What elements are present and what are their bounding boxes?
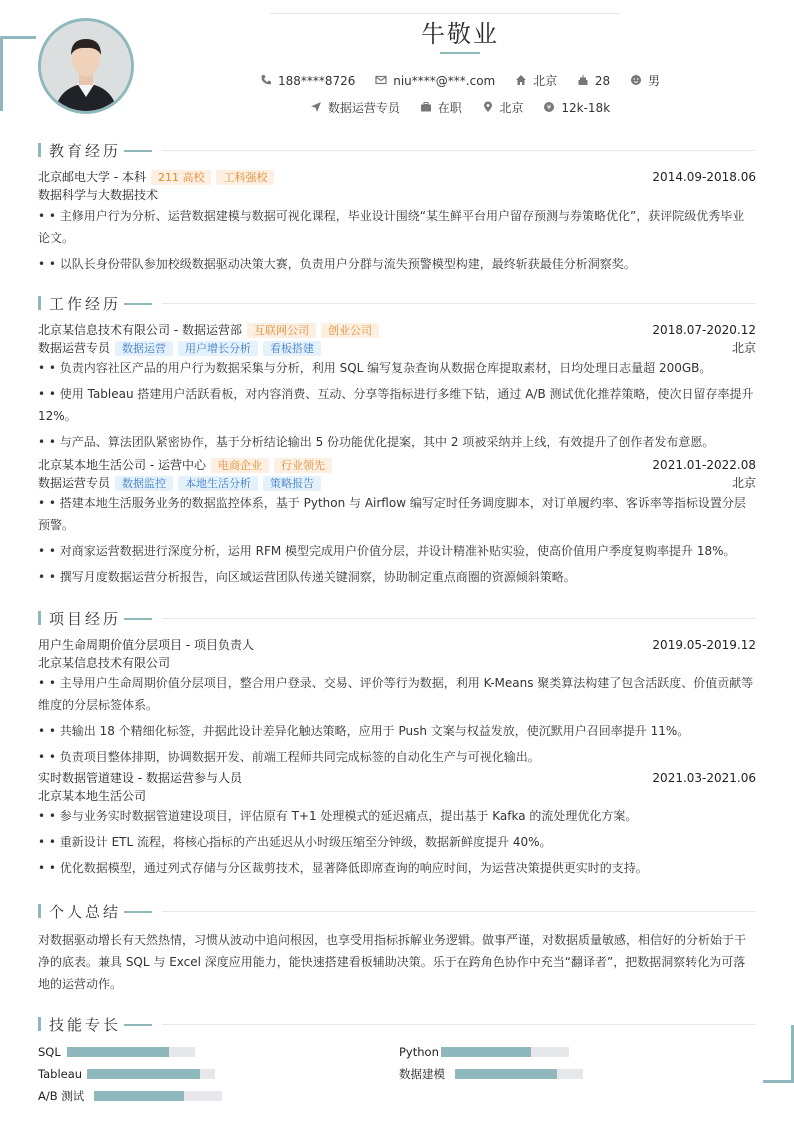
education-period: 2014.09-2018.06 <box>652 170 756 184</box>
skill-item <box>38 1089 298 1103</box>
education-bullet: • • 主修用户行为分析、运营数据建模与数据可视化课程，毕业设计围绕“某生鲜平台用户留存预测与券策略优化”，获评院级优秀毕业论文。 <box>38 209 745 245</box>
school-degree: 北京邮电大学 - 本科 <box>38 170 146 184</box>
education-section <box>38 140 756 275</box>
email-text: niu****@***.com <box>393 74 496 88</box>
salary-text: 12k-18k <box>561 101 611 115</box>
contact-row <box>0 72 794 89</box>
work-bullet: • • 负责内容社区产品的用户行为数据采集与分析，利用 SQL 编写复杂查询从数据仓库提取素材，日均处理日志量超 200GB。 <box>38 361 712 375</box>
project-bullet: • • 共输出 18 个精细化标签，并据此设计差异化触达策略，应用于 Push 文案与权益发放，使沉默用户召回率提升 11%。 <box>38 724 690 738</box>
briefcase-icon <box>420 101 432 113</box>
company-tag: 创业公司 <box>321 323 379 338</box>
skills-section <box>38 1014 756 1104</box>
company-tag: 行业领先 <box>274 458 332 473</box>
role-tag: 数据运营 <box>115 341 173 356</box>
role-tag: 策略报告 <box>263 476 321 491</box>
skill-name: Tableau <box>38 1067 83 1081</box>
project-bullet: • • 负责项目整体排期，协调数据开发、前端工程师共同完成标签的自动化生产与可视化输出。 <box>38 750 540 764</box>
project-bullet: • • 主导用户生命周期价值分层项目，整合用户登录、交易、评价等行为数据，利用 K-Means 聚类算法构建了包含活跃度、价值贡献等维度的分层标签体系。 <box>38 676 754 712</box>
corner-decoration-bottom-right <box>763 1025 794 1083</box>
project-header <box>38 769 756 787</box>
skill-level-fill <box>67 1047 169 1057</box>
skill-level-track <box>455 1069 583 1079</box>
company-name: 北京某本地生活公司 - 运营中心 <box>38 458 206 472</box>
work-period: 2021.01-2022.08 <box>652 458 756 472</box>
work-bullet: • • 与产品、算法团队紧密协作，基于分析结论输出 5 份功能优化提案，其中 2 项被采纳并上线，有效提升了创作者发布意愿。 <box>38 435 715 449</box>
skill-item <box>38 1045 298 1059</box>
project-org: 北京某信息技术有限公司 <box>38 656 171 670</box>
education-header <box>38 168 756 186</box>
phone-item <box>260 74 355 88</box>
skill-level-track <box>94 1091 222 1101</box>
skill-level-track <box>87 1069 215 1079</box>
phone-text: 188****8726 <box>277 74 356 88</box>
work-role-row <box>38 339 756 357</box>
work-company-row <box>38 456 756 474</box>
age-text: 28 <box>594 74 611 88</box>
skills-heading: 技能专长 <box>49 1016 122 1034</box>
company-name: 北京某信息技术有限公司 - 数据运营部 <box>38 323 242 337</box>
email-icon <box>375 74 387 86</box>
school-tag: 工科强校 <box>216 170 274 185</box>
age-item <box>577 74 610 88</box>
skill-level-track <box>67 1047 195 1057</box>
project-bullet: • • 参与业务实时数据管道建设项目，评估原有 T+1 处理模式的延迟痛点，提出基于 Kafka 的流处理优化方案。 <box>38 809 638 823</box>
city-text: 北京 <box>533 74 558 88</box>
education-heading: 教育经历 <box>49 142 122 160</box>
name-underline <box>440 52 480 54</box>
role-tag: 数据监控 <box>115 476 173 491</box>
work-role-row <box>38 474 756 492</box>
work-company-row <box>38 321 756 339</box>
work-bullet: • • 使用 Tableau 搭建用户活跃看板，对内容消费、互动、分享等指标进行多维下钻，通过 A/B 测试优化推荐策略，使次日留存率提升 12%。 <box>38 387 754 423</box>
position-item <box>310 99 400 116</box>
work-city: 北京 <box>731 476 756 490</box>
skill-name: A/B 测试 <box>38 1089 85 1103</box>
position-text: 数据运营专员 <box>327 101 400 115</box>
work-bullet: • • 对商家运营数据进行深度分析，运用 RFM 模型完成用户价值分层，并设计精准补贴实验，使高价值用户季度复购率提升 18%。 <box>38 544 736 558</box>
role-tag: 看板搭建 <box>263 341 321 356</box>
project-bullet: • • 优化数据模型，通过列式存储与分区裁剪技术，显著降低即席查询的响应时间，为运营决策提供更实时的支持。 <box>38 861 648 875</box>
role-tag: 本地生活分析 <box>178 476 258 491</box>
status-item <box>420 99 462 116</box>
work-heading: 工作经历 <box>49 295 122 313</box>
skill-item <box>399 1045 659 1059</box>
gender-item <box>630 72 660 89</box>
project-title: 实时数据管道建设 - 数据运营参与人员 <box>38 771 242 785</box>
skill-item <box>38 1067 298 1081</box>
section-title <box>38 608 756 628</box>
projects-section <box>38 608 756 879</box>
role-name: 数据运营专员 <box>38 476 111 490</box>
skill-level-fill <box>441 1047 531 1057</box>
home-icon <box>515 74 527 86</box>
status-text: 在职 <box>437 101 462 115</box>
project-bullet: • • 重新设计 ETL 流程，将核心指标的产出延迟从小时级压缩至分钟级，数据新鲜度提升 40%。 <box>38 835 552 849</box>
skill-item <box>399 1067 659 1081</box>
city-item <box>515 72 557 89</box>
money-icon <box>543 101 555 113</box>
summary-section <box>38 901 756 995</box>
project-title: 用户生命周期价值分层项目 - 项目负责人 <box>38 638 254 652</box>
skill-name: 数据建模 <box>399 1067 445 1081</box>
work-city: 北京 <box>731 341 756 355</box>
location-pin-icon <box>482 101 494 113</box>
project-period: 2019.05-2019.12 <box>652 638 756 652</box>
gender-text: 男 <box>648 74 661 88</box>
company-tag: 电商企业 <box>211 458 269 473</box>
project-header <box>38 636 756 654</box>
skill-level-track <box>441 1047 569 1057</box>
section-title <box>38 1014 756 1034</box>
section-title <box>38 140 756 160</box>
job-intent-row <box>0 99 794 116</box>
projects-heading: 项目经历 <box>49 610 122 628</box>
company-tag: 互联网公司 <box>247 323 316 338</box>
svg-text:¥: ¥ <box>547 103 552 112</box>
work-bullet: • • 搭建本地生活服务业务的数据监控体系，基于 Python 与 Airflow 编写定时任务调度脚本，对订单履约率、客诉率等指标设置分层预警。 <box>38 496 746 532</box>
project-org: 北京某本地生活公司 <box>38 789 147 803</box>
salary-item <box>543 101 610 115</box>
summary-heading: 个人总结 <box>49 903 122 921</box>
skill-level-fill <box>94 1091 184 1101</box>
school-tag: 211 高校 <box>151 170 212 185</box>
section-title <box>38 293 756 313</box>
education-bullet: • • 以队长身份带队参加校级数据驱动决策大赛，负责用户分群与流失预警模型构建，最终斩获最佳分析洞察奖。 <box>38 257 636 271</box>
skill-name: Python <box>399 1045 439 1059</box>
summary-text: 对数据驱动增长有天然热情，习惯从波动中追问根因，也享受用指标拆解业务逻辑。做事严谨，对数据质量敏感，相信好的分析始于干净的底表。兼具 SQL 与 Excel 深度应用能力，能快速搭建看板辅助决策。乐于在跨角色协作中充当“翻译者”，把数据洞察转化为可落地的运营动作。 <box>38 933 747 991</box>
work-section <box>38 293 756 588</box>
work-bullet: • • 撰写月度数据运营分析报告，向区域运营团队传递关键洞察，协助制定重点商圈的资源倾斜策略。 <box>38 570 576 584</box>
intent-city-text: 北京 <box>499 101 524 115</box>
send-icon <box>310 101 322 113</box>
role-tag: 用户增长分析 <box>178 341 258 356</box>
skill-level-fill <box>455 1069 557 1079</box>
email-item <box>375 74 495 88</box>
person-face-icon <box>630 74 642 86</box>
work-period: 2018.07-2020.12 <box>652 323 756 337</box>
role-name: 数据运营专员 <box>38 341 111 355</box>
intent-city-item <box>482 99 524 116</box>
phone-icon <box>260 74 272 86</box>
project-period: 2021.03-2021.06 <box>652 771 756 785</box>
section-title <box>38 901 756 921</box>
candidate-name: 牛敬业 <box>421 20 499 48</box>
skill-level-fill <box>87 1069 200 1079</box>
skill-name: SQL <box>38 1045 61 1059</box>
education-major: 数据科学与大数据技术 <box>38 188 159 202</box>
cake-icon <box>577 74 589 86</box>
